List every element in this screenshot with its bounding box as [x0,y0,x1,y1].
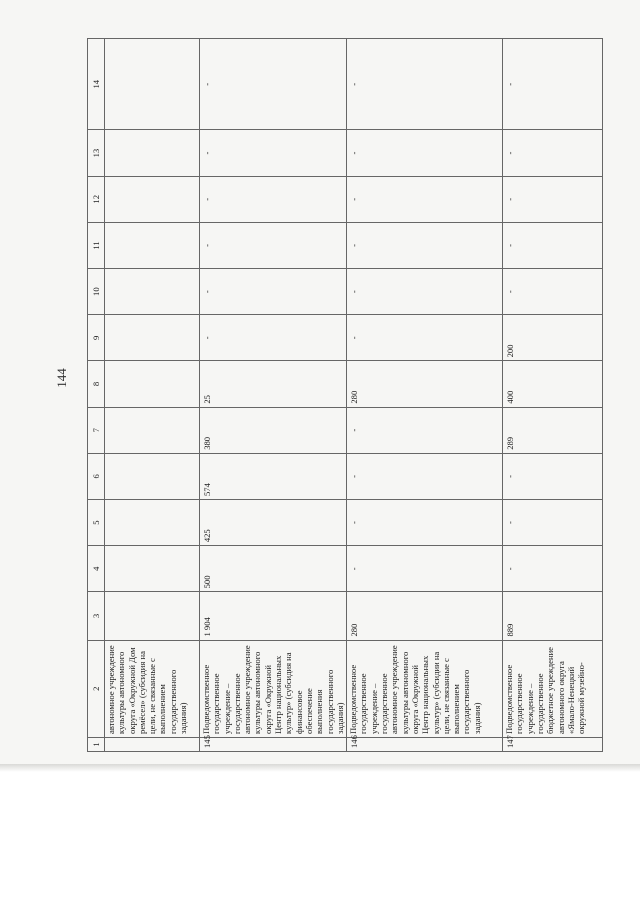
table-cell [105,407,200,453]
table-cell: 280 [347,361,503,407]
table-cell: - [200,222,347,268]
table-cell: - [347,222,503,268]
column-header: 3 [88,592,105,640]
table-cell [105,361,200,407]
table-cell: - [503,222,603,268]
column-header: 11 [88,222,105,268]
institution-name: автономное учреждение культуры автономного округа «Окружной Дом ремёсел» (субсидия на цели, не связанные с выполнением государственного задания) [105,640,200,737]
table-cell: 200 [503,315,603,361]
table-cell: - [347,546,503,592]
table-cell [105,176,200,222]
table-cell: - [503,130,603,176]
institution-name: Подведомственное государственное учреждение – государственное автономное учреждение культуры автономного округа «Окружной Центр национальных культур» (субсидии на цели, не связанные с выполнением государственного задания) [347,640,503,737]
table-cell: - [347,130,503,176]
row-number: 146 [347,737,503,751]
table-cell [105,546,200,592]
table-cell: - [503,176,603,222]
scan-edge [0,764,640,772]
table-cell: - [200,130,347,176]
table-cell: - [503,269,603,315]
table-row [347,39,503,752]
budget-table [87,38,603,752]
table-cell: 380 [200,407,347,453]
column-header: 12 [88,176,105,222]
row-number: 147 [503,737,603,751]
table-cell: - [347,39,503,130]
institution-name: Подведомственное государственное учреждение – государственное бюджетное учреждение автономного округа «Ямало-Ненецкий окружной музейно- [503,640,603,737]
header-row [88,39,105,752]
column-header: 5 [88,499,105,545]
column-header: 8 [88,361,105,407]
table-cell: - [347,315,503,361]
table-cell: 425 [200,499,347,545]
table-cell: - [347,499,503,545]
table-row [200,39,347,752]
page-number: 144 [54,368,69,388]
table-cell: - [503,39,603,130]
table-cell: 25 [200,361,347,407]
table-cell: 889 [503,592,603,640]
table-cell: 280 [347,592,503,640]
table-cell: - [200,176,347,222]
table-cell: 500 [200,546,347,592]
table-cell [105,130,200,176]
column-header: 2 [88,640,105,737]
column-header: 6 [88,453,105,499]
table-cell: - [347,407,503,453]
table-viewport [87,38,634,752]
table-cell [105,222,200,268]
rotated-table-container [87,38,634,752]
column-header: 9 [88,315,105,361]
column-header: 7 [88,407,105,453]
table-cell: 289 [503,407,603,453]
table-cell: - [503,499,603,545]
table-cell: - [200,315,347,361]
table-cell: - [503,453,603,499]
column-header: 1 [88,737,105,751]
column-header: 14 [88,39,105,130]
table-cell: - [503,546,603,592]
table-row [105,39,200,752]
table-cell: - [347,269,503,315]
table-cell: 400 [503,361,603,407]
table-cell: - [347,176,503,222]
row-number [105,737,200,751]
column-header: 10 [88,269,105,315]
institution-name: Подведомственное государственное учреждение – государственное автономное учреждение культуры автономного округа «Окружной Центр национальных культур» (субсидия на финансовое обеспечение выполнения государственного задания) [200,640,347,737]
table-cell [105,592,200,640]
table-cell: - [200,39,347,130]
table-cell: 1 904 [200,592,347,640]
table-cell [105,453,200,499]
table-cell [105,269,200,315]
table-cell: 574 [200,453,347,499]
row-number: 145 [200,737,347,751]
table-cell [105,315,200,361]
table-cell: - [200,269,347,315]
column-header: 13 [88,130,105,176]
table-cell: - [347,453,503,499]
table-row [503,39,603,752]
table-cell [105,499,200,545]
column-header: 4 [88,546,105,592]
table-cell [105,39,200,130]
